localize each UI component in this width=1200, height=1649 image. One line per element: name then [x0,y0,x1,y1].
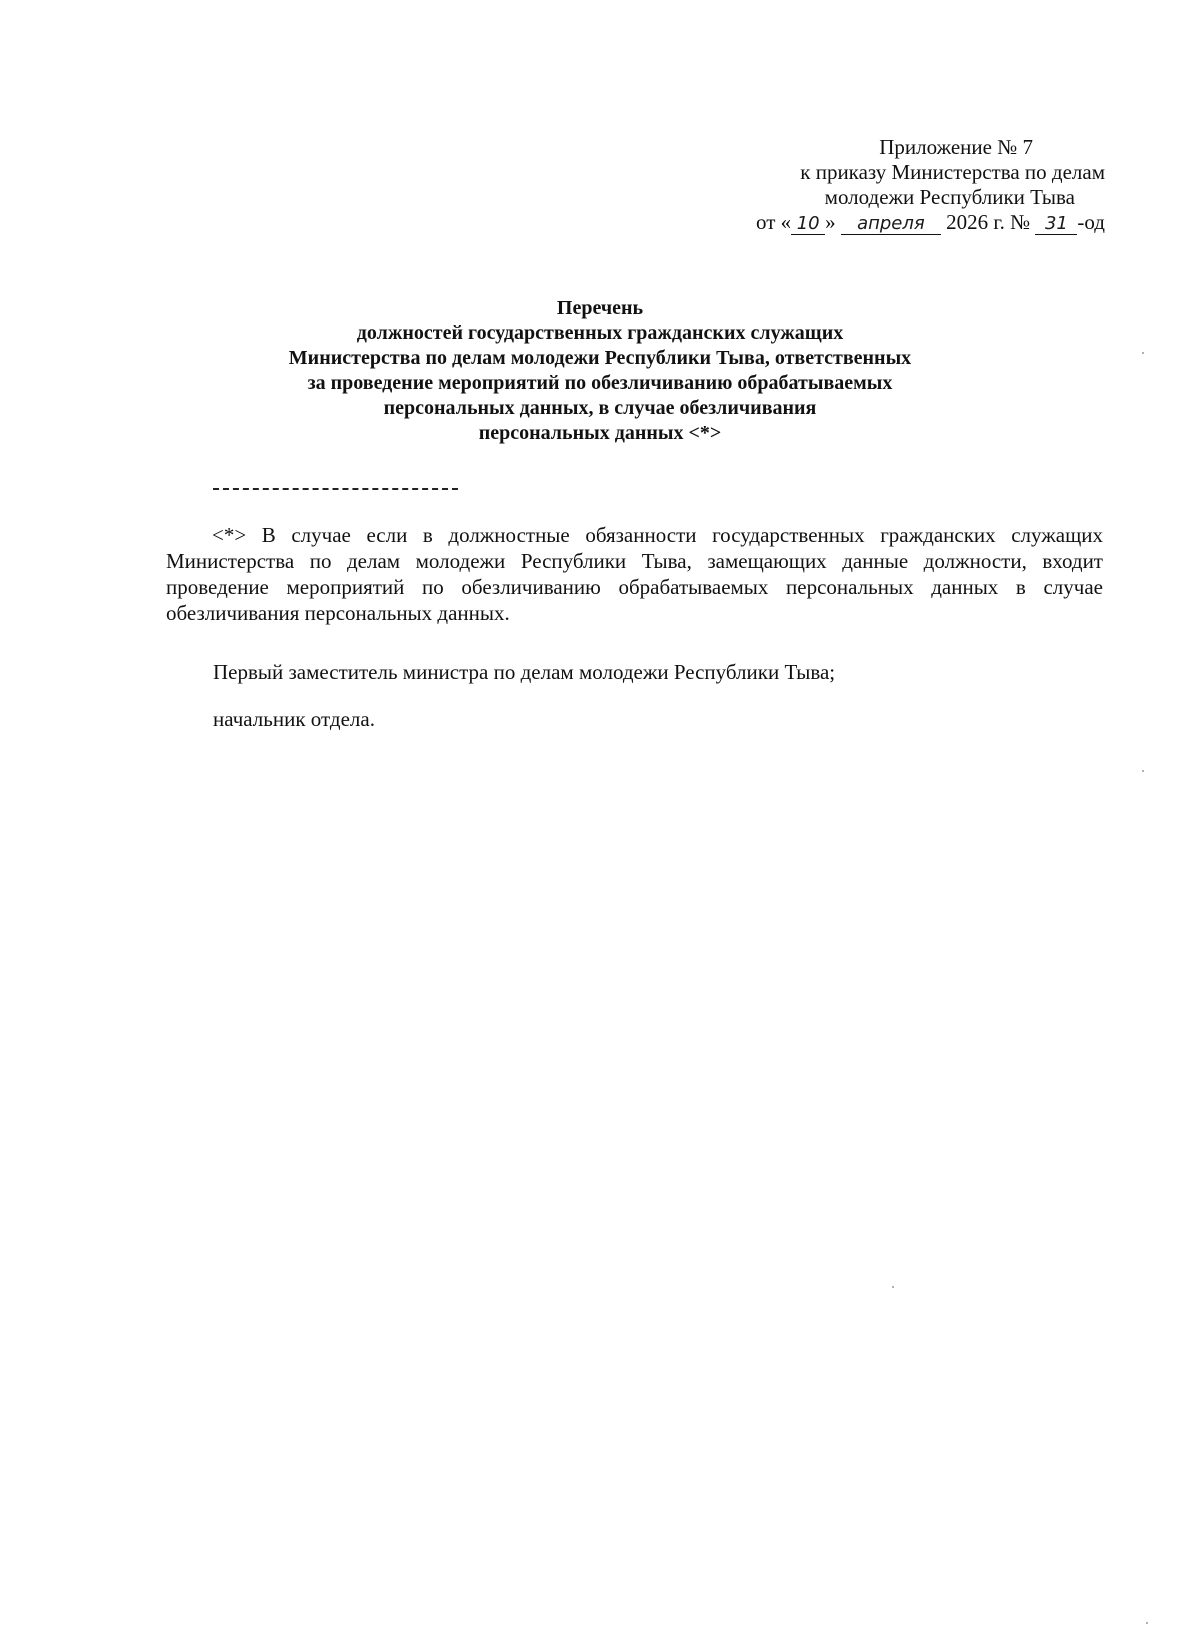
position-item-department-head: начальник отдела. [213,707,375,731]
order-month: апреля [841,214,941,235]
order-day: 10 [791,214,825,235]
position-item-first-deputy: Первый заместитель министра по делам молодежи Республики Тыва; [213,660,836,684]
order-year: 2026 г. № [946,210,1031,234]
order-suffix: -од [1077,210,1105,234]
scan-speck [1142,770,1144,772]
footnote-text: <*> В случае если в должностные обязанности государственных гражданских служащих Министерства по делам молодежи Республики Тыва, замещающих данные должности, входит проведение мероприятий по обезличиванию обрабатываемых персональных данных в случае обезличивания персональных данных. [166,523,1103,625]
document-title [0,296,1200,446]
scan-speck [1142,352,1144,354]
ministry-name: молодежи Республики Тыва [824,185,1075,209]
title-line-4: за проведение мероприятий по обезличиванию обрабатываемых [307,372,893,394]
title-line-2: должностей государственных гражданских служащих [356,322,844,344]
scan-speck [892,1286,894,1288]
title-line-6: персональных данных <*> [478,422,722,444]
appendix-label: Приложение № 7 [879,135,1033,159]
date-mid: » [825,210,836,234]
date-prefix: от « [755,210,792,234]
title-line-5: персональных данных, в случае обезличивания [383,397,817,419]
order-date-line [685,210,1105,235]
title-line-1: Перечень [556,297,644,319]
approval-block [685,135,1105,235]
scan-speck [1146,1622,1148,1624]
order-reference: к приказу Министерства по делам [800,160,1105,184]
footnote-separator [213,488,458,490]
order-number: 31 [1035,214,1077,235]
title-line-3: Министерства по делам молодежи Республики Тыва, ответственных [288,347,912,369]
